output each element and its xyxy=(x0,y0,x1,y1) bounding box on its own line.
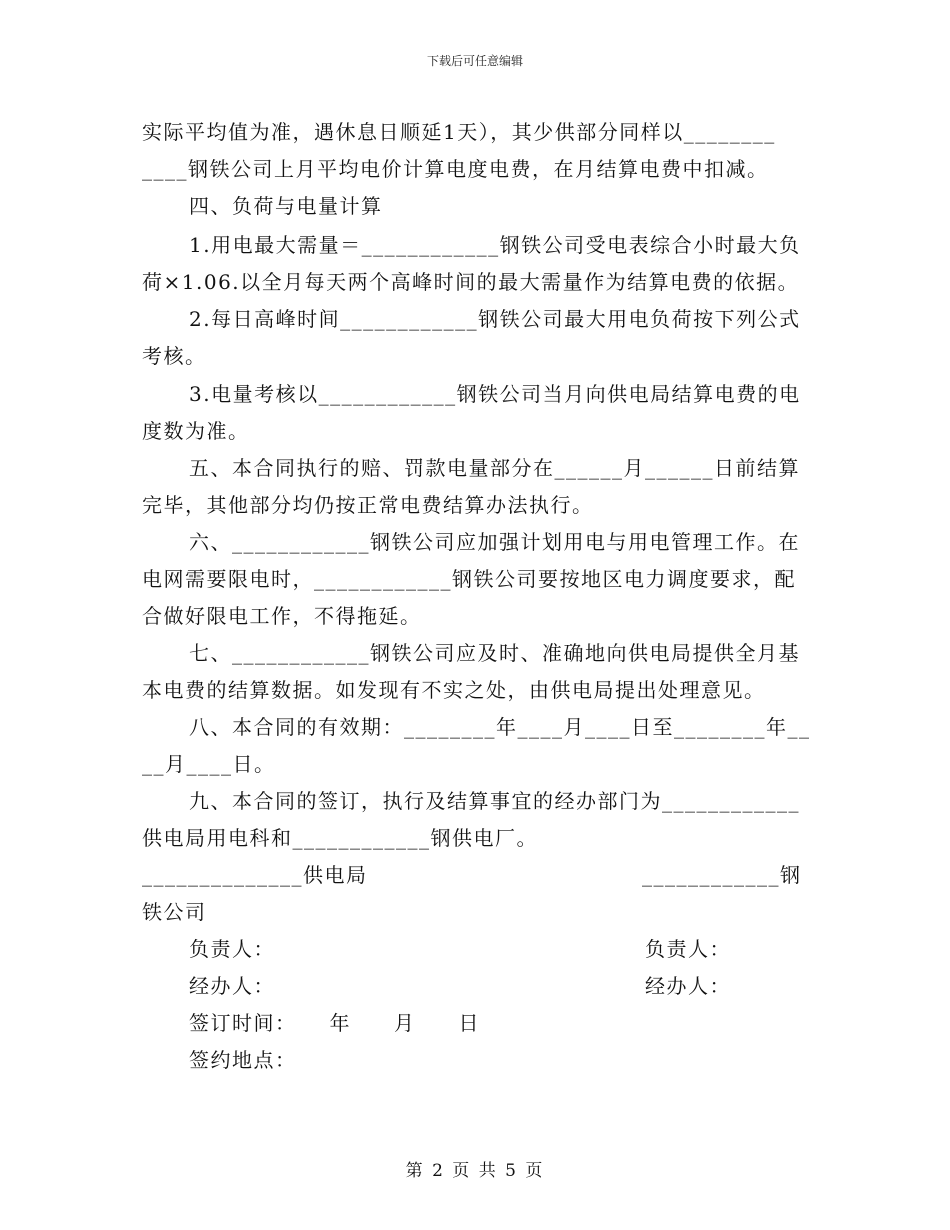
text-line: 九、本合同的签订，执行及结算事宜的经办部门为____________ xyxy=(189,789,800,813)
text-line: ____钢铁公司上月平均电价计算电度电费，在月结算电费中扣减。 xyxy=(142,157,769,181)
text-line: 五、本合同执行的赔、罚款电量部分在______月______日前结算 xyxy=(189,456,800,480)
right-handler: 经办人： xyxy=(645,974,731,998)
text-line: __月____日。 xyxy=(142,752,276,776)
text-line: 荷×1.06.以全月每天两个高峰时间的最大需量作为结算电费的依据。 xyxy=(142,270,800,294)
page-number: 第 2 页 共 5 页 xyxy=(405,1161,545,1181)
text-line: 八、本合同的有效期：________年____月____日至________年__ xyxy=(189,715,811,739)
text-line: 度数为准。 xyxy=(142,419,250,443)
text-line: 2.每日高峰时间____________钢铁公司最大用电负荷按下列公式 xyxy=(189,307,801,331)
text-line: 实际平均值为准，遇休息日顺延1天），其少供部分同样以________ xyxy=(142,120,776,144)
text-line: 电网需要限电时，____________钢铁公司要按地区电力调度要求，配 xyxy=(142,567,796,591)
text-line: 1.用电最大需量＝____________钢铁公司受电表综合小时最大负 xyxy=(189,233,801,257)
text-line: 六、____________钢铁公司应加强计划用电与用电管理工作。在 xyxy=(189,530,800,554)
text-line: 供电局用电科和____________钢供电厂。 xyxy=(142,826,538,850)
text-line: 合做好限电工作，不得拖延。 xyxy=(142,604,422,628)
page-header: 下载后可任意编辑 xyxy=(426,54,523,68)
sign-place: 签约地点： xyxy=(189,1048,297,1072)
left-handler: 经办人： xyxy=(189,974,275,998)
text-line: 本电费的结算数据。如发现有不实之处，由供电局提出处理意见。 xyxy=(142,678,766,702)
section-heading: 四、负荷与电量计算 xyxy=(189,194,383,218)
left-party: ______________供电局 xyxy=(142,863,368,887)
right-party-cont: 铁公司 xyxy=(142,900,207,924)
text-line: 考核。 xyxy=(142,344,207,368)
text-line: 七、____________钢铁公司应及时、准确地向供电局提供全月基 xyxy=(189,641,800,665)
sign-time: 签订时间： 年 月 日 xyxy=(189,1011,480,1035)
right-person-in-charge: 负责人： xyxy=(645,937,731,961)
text-line: 3.电量考核以____________钢铁公司当月向供电局结算电费的电 xyxy=(189,382,801,406)
right-party: ____________钢 xyxy=(642,863,802,887)
text-line: 完毕，其他部分均仍按正常电费结算办法执行。 xyxy=(142,493,594,517)
left-person-in-charge: 负责人： xyxy=(189,937,275,961)
